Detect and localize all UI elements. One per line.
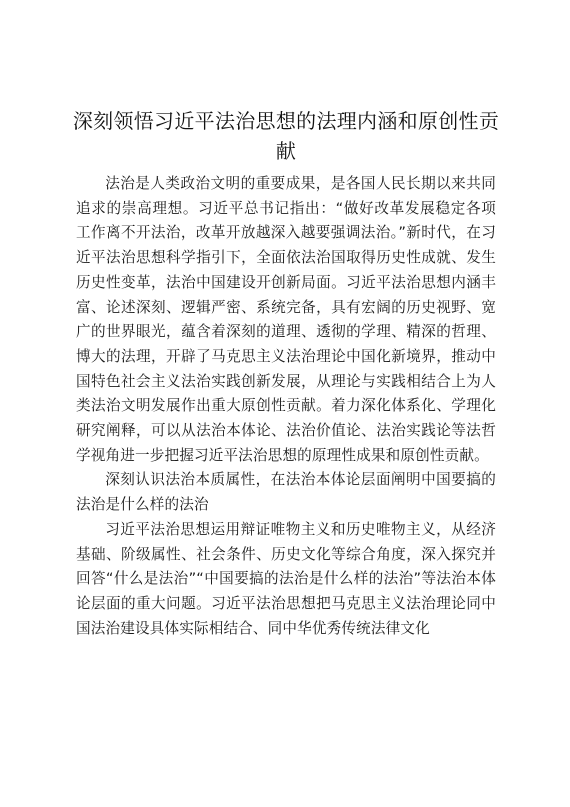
paragraph-intro: 法治是人类政治文明的重要成果，是各国人民长期以来共同追求的崇高理想。习近平总书记指出：“做好改革发展稳定各项工作离不开法治，改革开放越深入越要强调法治。”新时代，在习近平法治思想科学指引下，全面依法治国取得历史性成就、发生历史性变革，法治中国建设开创新局面。习近平法治思想内涵丰富、论述深刻、逻辑严密、系统完备，具有宏阔的历史视野、宽广的世界眼光，蕴含着深刻的道理、透彻的学理、精深的哲理、博大的法理，开辟了马克思主义法治理论中国化新境界，推动中国特色社会主义法治实践创新发展，从理论与实践相结合上为人类法治文明发展作出重大原创性贡献。着力深化体系化、学理化研究阐释，可以从法治本体论、法治价值论、法治实践论等法哲学视角进一步把握习近平法治思想的原理性成果和原创性贡献。 [76, 175, 496, 464]
paragraph-section-body: 习近平法治思想运用辩证唯物主义和历史唯物主义，从经济基础、阶级属性、社会条件、历史文化等综合角度，深入探究并回答“什么是法治”“中国要搞的法治是什么样的法治”等法治本体论层面的重大问题。习近平法治思想把马克思主义法治理论同中国法治建设具体实际相结合、同中华优秀传统法律文化 [76, 520, 496, 637]
document-title: 深刻领悟习近平法治思想的法理内涵和原创性贡献 [72, 109, 500, 163]
section-heading: 深刻认识法治本质属性，在法治本体论层面阐明中国要搞的法治是什么样的法治 [76, 471, 496, 514]
document-body [76, 172, 496, 641]
